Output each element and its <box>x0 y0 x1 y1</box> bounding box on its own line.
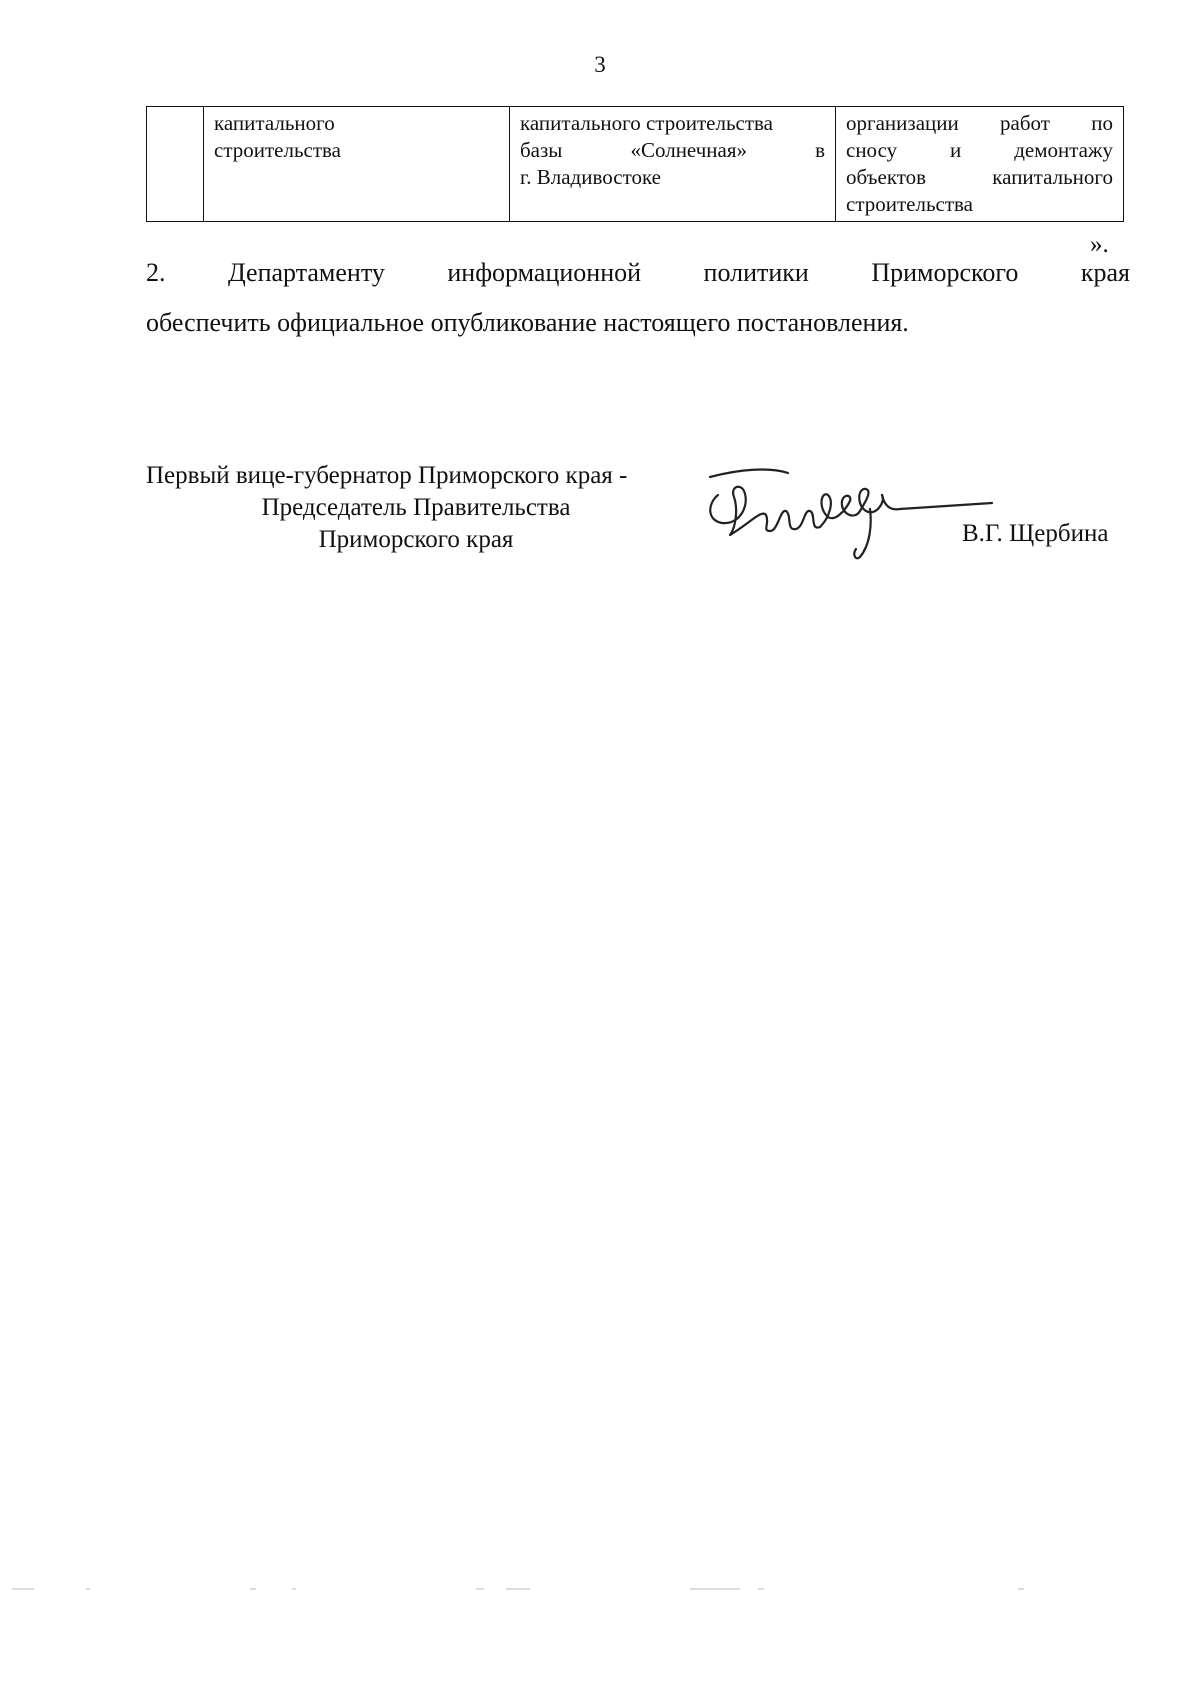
page-number: 3 <box>594 52 606 77</box>
scan-artifacts <box>0 1586 1200 1592</box>
signatory-title-line: Первый вице-губернатор Приморского края - <box>146 462 628 489</box>
table-cell-number <box>147 107 204 222</box>
paragraph-word: политики <box>703 258 809 287</box>
table-cell-object-type <box>204 107 510 222</box>
cell-line-justified <box>520 137 825 164</box>
closing-quote: ». <box>1090 231 1109 258</box>
paragraph-word: Приморского <box>871 258 1019 287</box>
cell-line: строительства <box>846 192 974 216</box>
paragraph-word: информационной <box>447 258 642 287</box>
signer-name: В.Г. Щербина <box>962 520 1109 547</box>
handwritten-signature <box>700 465 1000 575</box>
cell-word: капитального <box>992 165 1113 189</box>
cell-word: объектов <box>846 165 927 189</box>
paragraph-2-line-1 <box>146 258 1130 288</box>
signatory-title-line: Председатель Правительства <box>261 494 571 521</box>
signatory-title <box>146 460 686 556</box>
cell-line: капитального <box>214 111 335 135</box>
cell-line-justified <box>846 110 1113 137</box>
cell-word: в <box>815 138 825 162</box>
paragraph-word: Департаменту <box>228 258 385 287</box>
cell-word: сносу <box>846 138 898 162</box>
cell-word: демонтажу <box>1014 138 1113 162</box>
table-fragment <box>146 106 1124 222</box>
cell-word: «Солнечная» <box>630 138 748 162</box>
cell-line: г. Владивостоке <box>520 165 661 189</box>
cell-word: работ <box>1000 111 1050 135</box>
cell-line-justified <box>846 137 1113 164</box>
cell-word: по <box>1091 111 1113 135</box>
cell-line: строительства <box>214 138 342 162</box>
paragraph-2-line-2: обеспечить официальное опубликование настоящего постановления. <box>146 308 909 337</box>
cell-word: базы <box>520 138 563 162</box>
table-row <box>147 107 1124 222</box>
cell-word: организации <box>846 111 959 135</box>
paragraph-word: 2. <box>146 258 166 287</box>
table-cell-object-name <box>510 107 836 222</box>
table-cell-works <box>836 107 1124 222</box>
signatory-title-line: Приморского края <box>318 526 514 553</box>
cell-word: и <box>950 138 962 162</box>
cell-line: капитального строительства <box>520 111 773 135</box>
paragraph-word: края <box>1080 258 1130 287</box>
cell-line-justified <box>846 164 1113 191</box>
